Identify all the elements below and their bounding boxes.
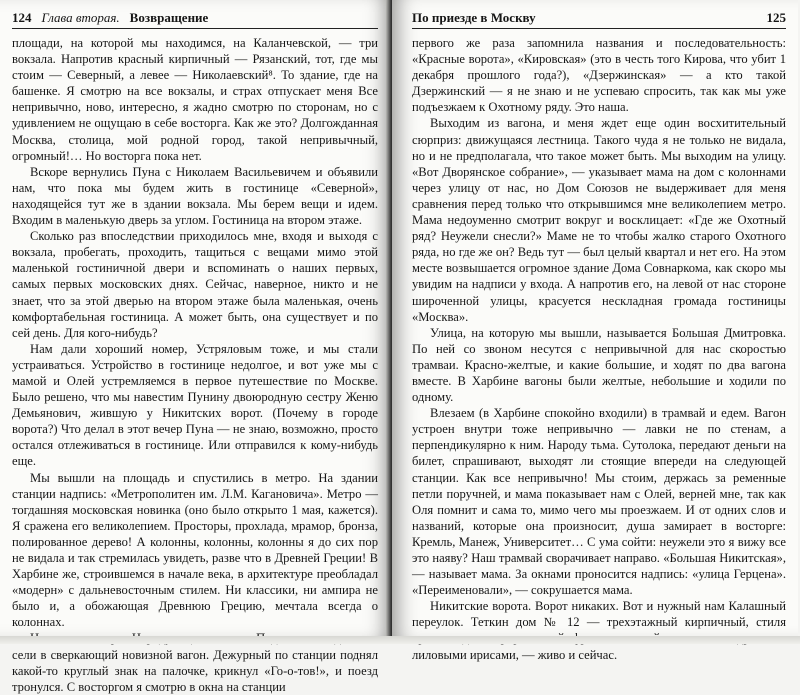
paragraph: Никитские ворота. Ворот никаких. Вот и нужный нам Калашный переулок. Теткин дом № 12 — трехэтажный кирпичный, стиля лиловыми ирисами, — живо и сейчас. xyxy=(412,599,786,662)
paragraph: Вскоре вернулись Пуна с Николаем Васильевичем и объявили нам, что пока мы будем жить в гостинице «Северной», находящейся тут же в здании вокзала. Мы берем вещи и идем. Входим в маленькую дверь за углом. Гостиница на втором этаже. xyxy=(12,164,378,228)
paragraph: Мы вышли на площадь и спустились в метро. На здании станции надпись: «Метрополитен им. Л.М. Кагановича». Метро — тогдашняя московская новинка (оно было открыто 1 мая, кажется). Я сражена его великолепием. Просторы, прохлада, мрамор, бронза, полированное дерево! А колонны, колонны, колонны я до сих пор не видала и так стремилась увидеть, разве что в Древней Греции! В Харбине же, строившемся в начале века, в архитектуре преобладал «модерн» с дальневосточным стилем. Ни классики, ни ампира не было и, а обожающая Древнюю Грецию, мечтала всегда о колоннах. xyxy=(12,470,378,630)
right-page xyxy=(392,0,798,662)
left-page-body xyxy=(12,35,378,695)
left-page xyxy=(0,0,392,694)
paragraph: Сколько раз впоследствии приходилось мне, входя и выходя с вокзала, пробегать, проходить, тащиться с вещами мимо этой маленькой гостиничной двери и вспоминать о наших первых, самых первых московских днях. Сейчас, наверное, никто и не знает, что за этой дверью на втором этаже была маленькая, очень комфортабельная гостиница. А может быть, она существует и по сей день. Для кого-нибудь? xyxy=(12,229,378,340)
paragraph: Нам дали хороший номер, Устряловым тоже, и мы стали устраиваться. Устройство в гостинице недолгое, и вот уже мы с мамой и Олей устремляемся в первое путешествие по Москве. Было решено, что мы навестим Пунину двоюродную сестру Женю Демьянович, жившую у Никитских ворот. (Почему в городе ворота?) Что делал в этот вечер Пуна — не знаю, возможно, просто остался отлеживаться в гостинице. Или отправился к кому-нибудь еще. xyxy=(12,341,378,469)
page-number: 125 xyxy=(766,10,786,25)
running-title: По приезде в Москву xyxy=(412,10,536,25)
paragraph: площади, на которой мы находимся, на Каланчевской, — три вокзала. Напротив красный кирпичный — Рязанский, тот, где мы стоим — Северный, а левее — Николаевский⁸. То здание, где на башенке. Я смотрю на все вокзалы, и страх отпускает меня Все непривычно, ново, интересно, я жадно смотрю по сторонам, но с удивлением не ощущаю в себе восторга. Как же это? Долгожданная Москва, столица, мой родной город, такой непривычный, огромный!… Но восторга пока нет. xyxy=(12,36,378,163)
right-page-header xyxy=(412,10,786,29)
page-bottom-edge xyxy=(0,636,800,644)
left-page-header xyxy=(12,10,378,29)
paragraph: сели в сверкающий новизной вагон. Дежурный по станции поднял какой-то круглый знак на палочке, крикнул «Го-о-тов!», и поезд тронулся. С восторгом я смотрю в окна на станции xyxy=(12,647,378,694)
page-number: 124 xyxy=(12,10,32,25)
paragraph: Выходим из вагона, и меня ждет еще один восхитительный сюрприз: движущаяся лестница. Такого чуда я не только не видала, но и не предполагала, что такое может быть. Мы выходим на улицу. «Вот Дворянское собрание», — указывает мама на дом с колоннами через улицу от нас, но Дом Союзов не выдерживает для меня сравнения перед только что открывшимся мне великолепием метро. Мама недоуменно смотрит вокруг и восклицает: «Где же Охотный ряд? Неужели снесли?» Маме не то чтобы жалко старого Охотного ряда, но где же он? Ведь тут — был целый квартал и нет его. На этом месте возвышается огромное здание Дома Совнаркома, как скоро мы увидим на надписи у входа. А напротив его, на левой от нас стороне широченной улицы, красуется нескладная громада гостиницы «Москва». xyxy=(412,116,786,324)
chapter-label: Глава вторая. xyxy=(41,10,120,25)
running-title: Возвращение xyxy=(129,10,209,25)
paragraph: Улица, на которую мы вышли, называется Большая Дмитровка. По ней со звоном несутся с непривычной для нас скоростью трамваи. Красно-желтые, и какие большие, и ходят по два вагона вместе. В Харбине вагоны были желтые, небольшие и ходили по одному. xyxy=(412,325,786,405)
paragraph: первого же раза запомнила названия и последовательность: «Красные ворота», «Кировская» (это в честь того Кирова, что убит 1 декабря прошлого года?), «Дзержинская» — а кто такой Дзержинский — я не знаю и не успеваю спросить, так как мы уже подъезжаем к Охотному ряду. Это наша. xyxy=(412,36,786,115)
paragraph: Влезаем (в Харбине спокойно входили) в трамвай и едем. Вагон устроен внутри тоже непривычно — лавки не по стенам, а перпендикулярно к ним. Народу тьма. Сутолока, передают деньги на билет, спрашивают, выходят ли стоящие впереди на следующей станции. Как все непривычно! Мы стоим, держась за ременные петли поручней, и мама показывает нам с Олей, верней мне, так как Оля помнит и сама то, мимо чего мы проезжаем. И от одних слов и названий, которые она произносит, душа замирает в восторге: Кремль, Манеж, Университет… С ума сойти: неужели это я вижу все это наяву? Наш трамвай сворачивает направо. «Большая Никитская», — называет мама. За окнами проносится надпись: «улица Герцена». «Переименовали», — сокрушается мама. xyxy=(412,406,786,598)
right-page-body xyxy=(412,35,786,663)
